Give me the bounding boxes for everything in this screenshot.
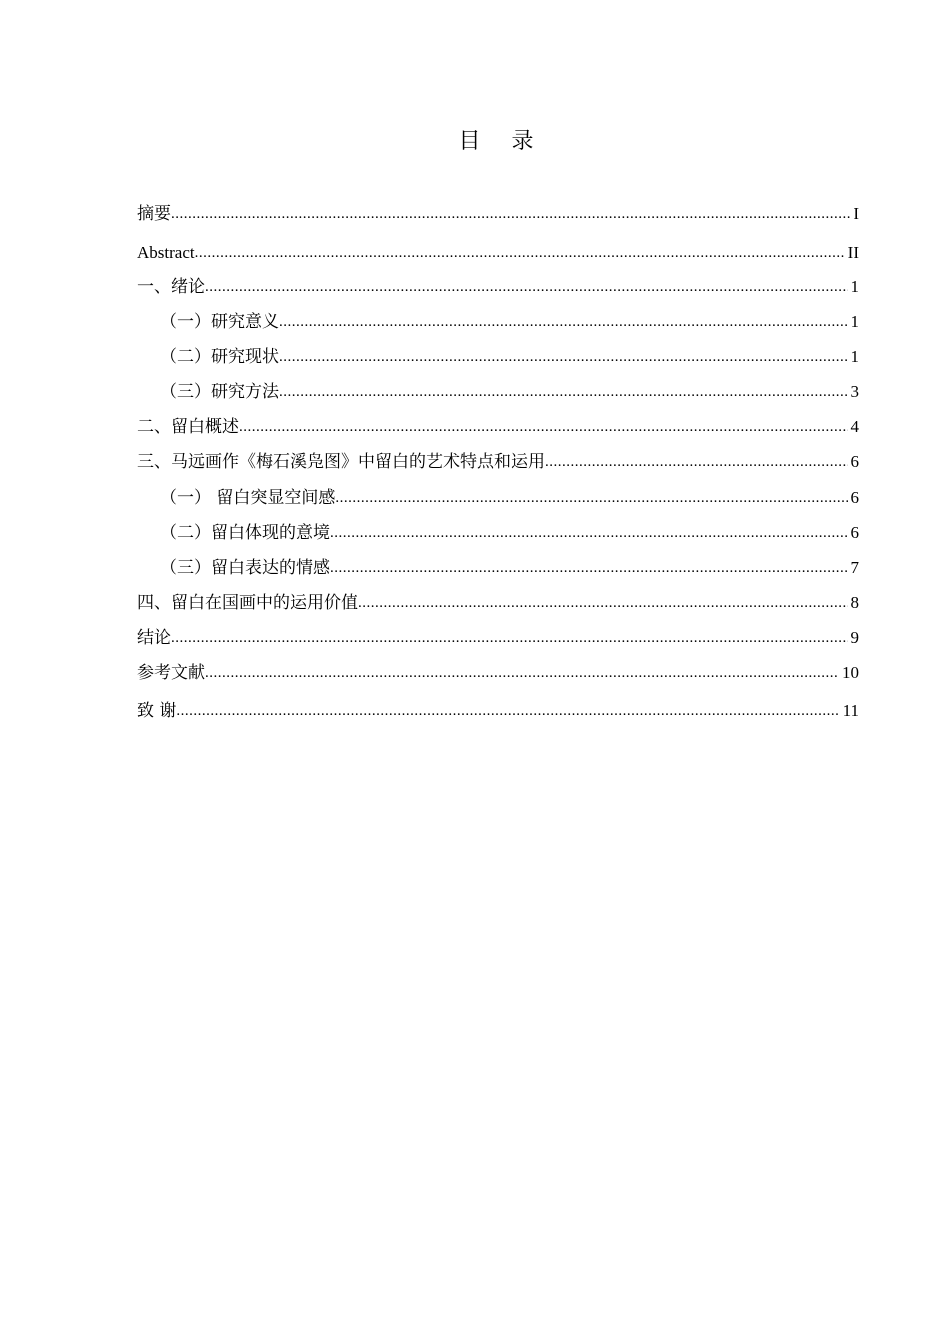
toc-entry[interactable] <box>160 486 859 510</box>
toc-entry-page: 1 <box>850 312 859 331</box>
toc-entry-page: 6 <box>850 488 859 507</box>
leader-dots <box>279 345 848 369</box>
toc-entry[interactable] <box>137 450 859 474</box>
toc-entry-label: （二）留白体现的意境 <box>160 523 330 543</box>
toc-entry[interactable] <box>160 556 859 580</box>
toc-entry-label: 结论 <box>137 628 171 648</box>
toc-entry-page: I <box>853 204 859 223</box>
toc-entry-label: 致 谢 <box>137 701 177 721</box>
toc-entry[interactable] <box>160 521 859 545</box>
toc-entry-page: 6 <box>850 452 859 471</box>
leader-dots <box>205 275 848 299</box>
toc-entry[interactable] <box>137 661 859 685</box>
toc-entry-label: 摘要 <box>137 204 171 224</box>
toc-entry[interactable] <box>137 241 859 265</box>
toc-entry-label: 四、留白在国画中的运用价值 <box>137 593 358 613</box>
toc-entry-page: 8 <box>850 593 859 612</box>
toc-entry-page: II <box>847 243 859 262</box>
toc-entry-page: 1 <box>850 347 859 366</box>
toc-entry-page: 4 <box>850 417 859 436</box>
toc-entry-label: 三、马远画作《梅石溪凫图》中留白的艺术特点和运用 <box>137 452 545 472</box>
leader-dots <box>279 380 848 404</box>
toc-entry-page: 1 <box>850 277 859 296</box>
toc-entry[interactable] <box>160 310 859 334</box>
toc-entry-label: （三）研究方法 <box>160 382 279 402</box>
toc-entry[interactable] <box>160 380 859 404</box>
leader-dots <box>335 486 847 510</box>
toc-entry[interactable] <box>137 626 859 650</box>
leader-dots <box>171 626 848 650</box>
toc-entry-label: Abstract <box>137 243 195 262</box>
toc-entry-page: 10 <box>842 663 859 682</box>
leader-dots <box>171 202 850 226</box>
toc-entry-page: 3 <box>850 382 859 401</box>
toc-entry-label: （一） 留白突显空间感 <box>160 488 336 508</box>
leader-dots <box>358 591 848 615</box>
leader-dots <box>330 521 848 545</box>
toc-entry-label: （二）研究现状 <box>160 347 279 367</box>
toc-title: 目 录 <box>458 129 546 154</box>
toc-entry-page: 9 <box>850 628 859 647</box>
leader-dots <box>330 556 848 580</box>
toc-entry-label: （三）留白表达的情感 <box>160 558 330 578</box>
toc-entry[interactable] <box>137 591 859 615</box>
toc-entry[interactable] <box>137 699 859 723</box>
toc-entry[interactable] <box>137 415 859 439</box>
leader-dots <box>205 661 839 685</box>
toc-entry[interactable] <box>160 345 859 369</box>
toc-entry[interactable] <box>137 202 859 226</box>
leader-dots <box>279 310 848 334</box>
toc-entry-page: 7 <box>850 558 859 577</box>
toc-entry-label: 参考文献 <box>137 663 205 683</box>
toc-entry-label: 一、绪论 <box>137 277 205 297</box>
leader-dots <box>239 415 848 439</box>
leader-dots <box>176 699 839 723</box>
toc-entry-label: （一）研究意义 <box>160 312 279 332</box>
leader-dots <box>195 241 845 265</box>
toc-entry-page: 11 <box>842 701 859 720</box>
toc-entry-page: 6 <box>850 523 859 542</box>
toc-entry[interactable] <box>137 275 859 299</box>
leader-dots <box>545 450 848 474</box>
toc-entry-label: 二、留白概述 <box>137 417 239 437</box>
